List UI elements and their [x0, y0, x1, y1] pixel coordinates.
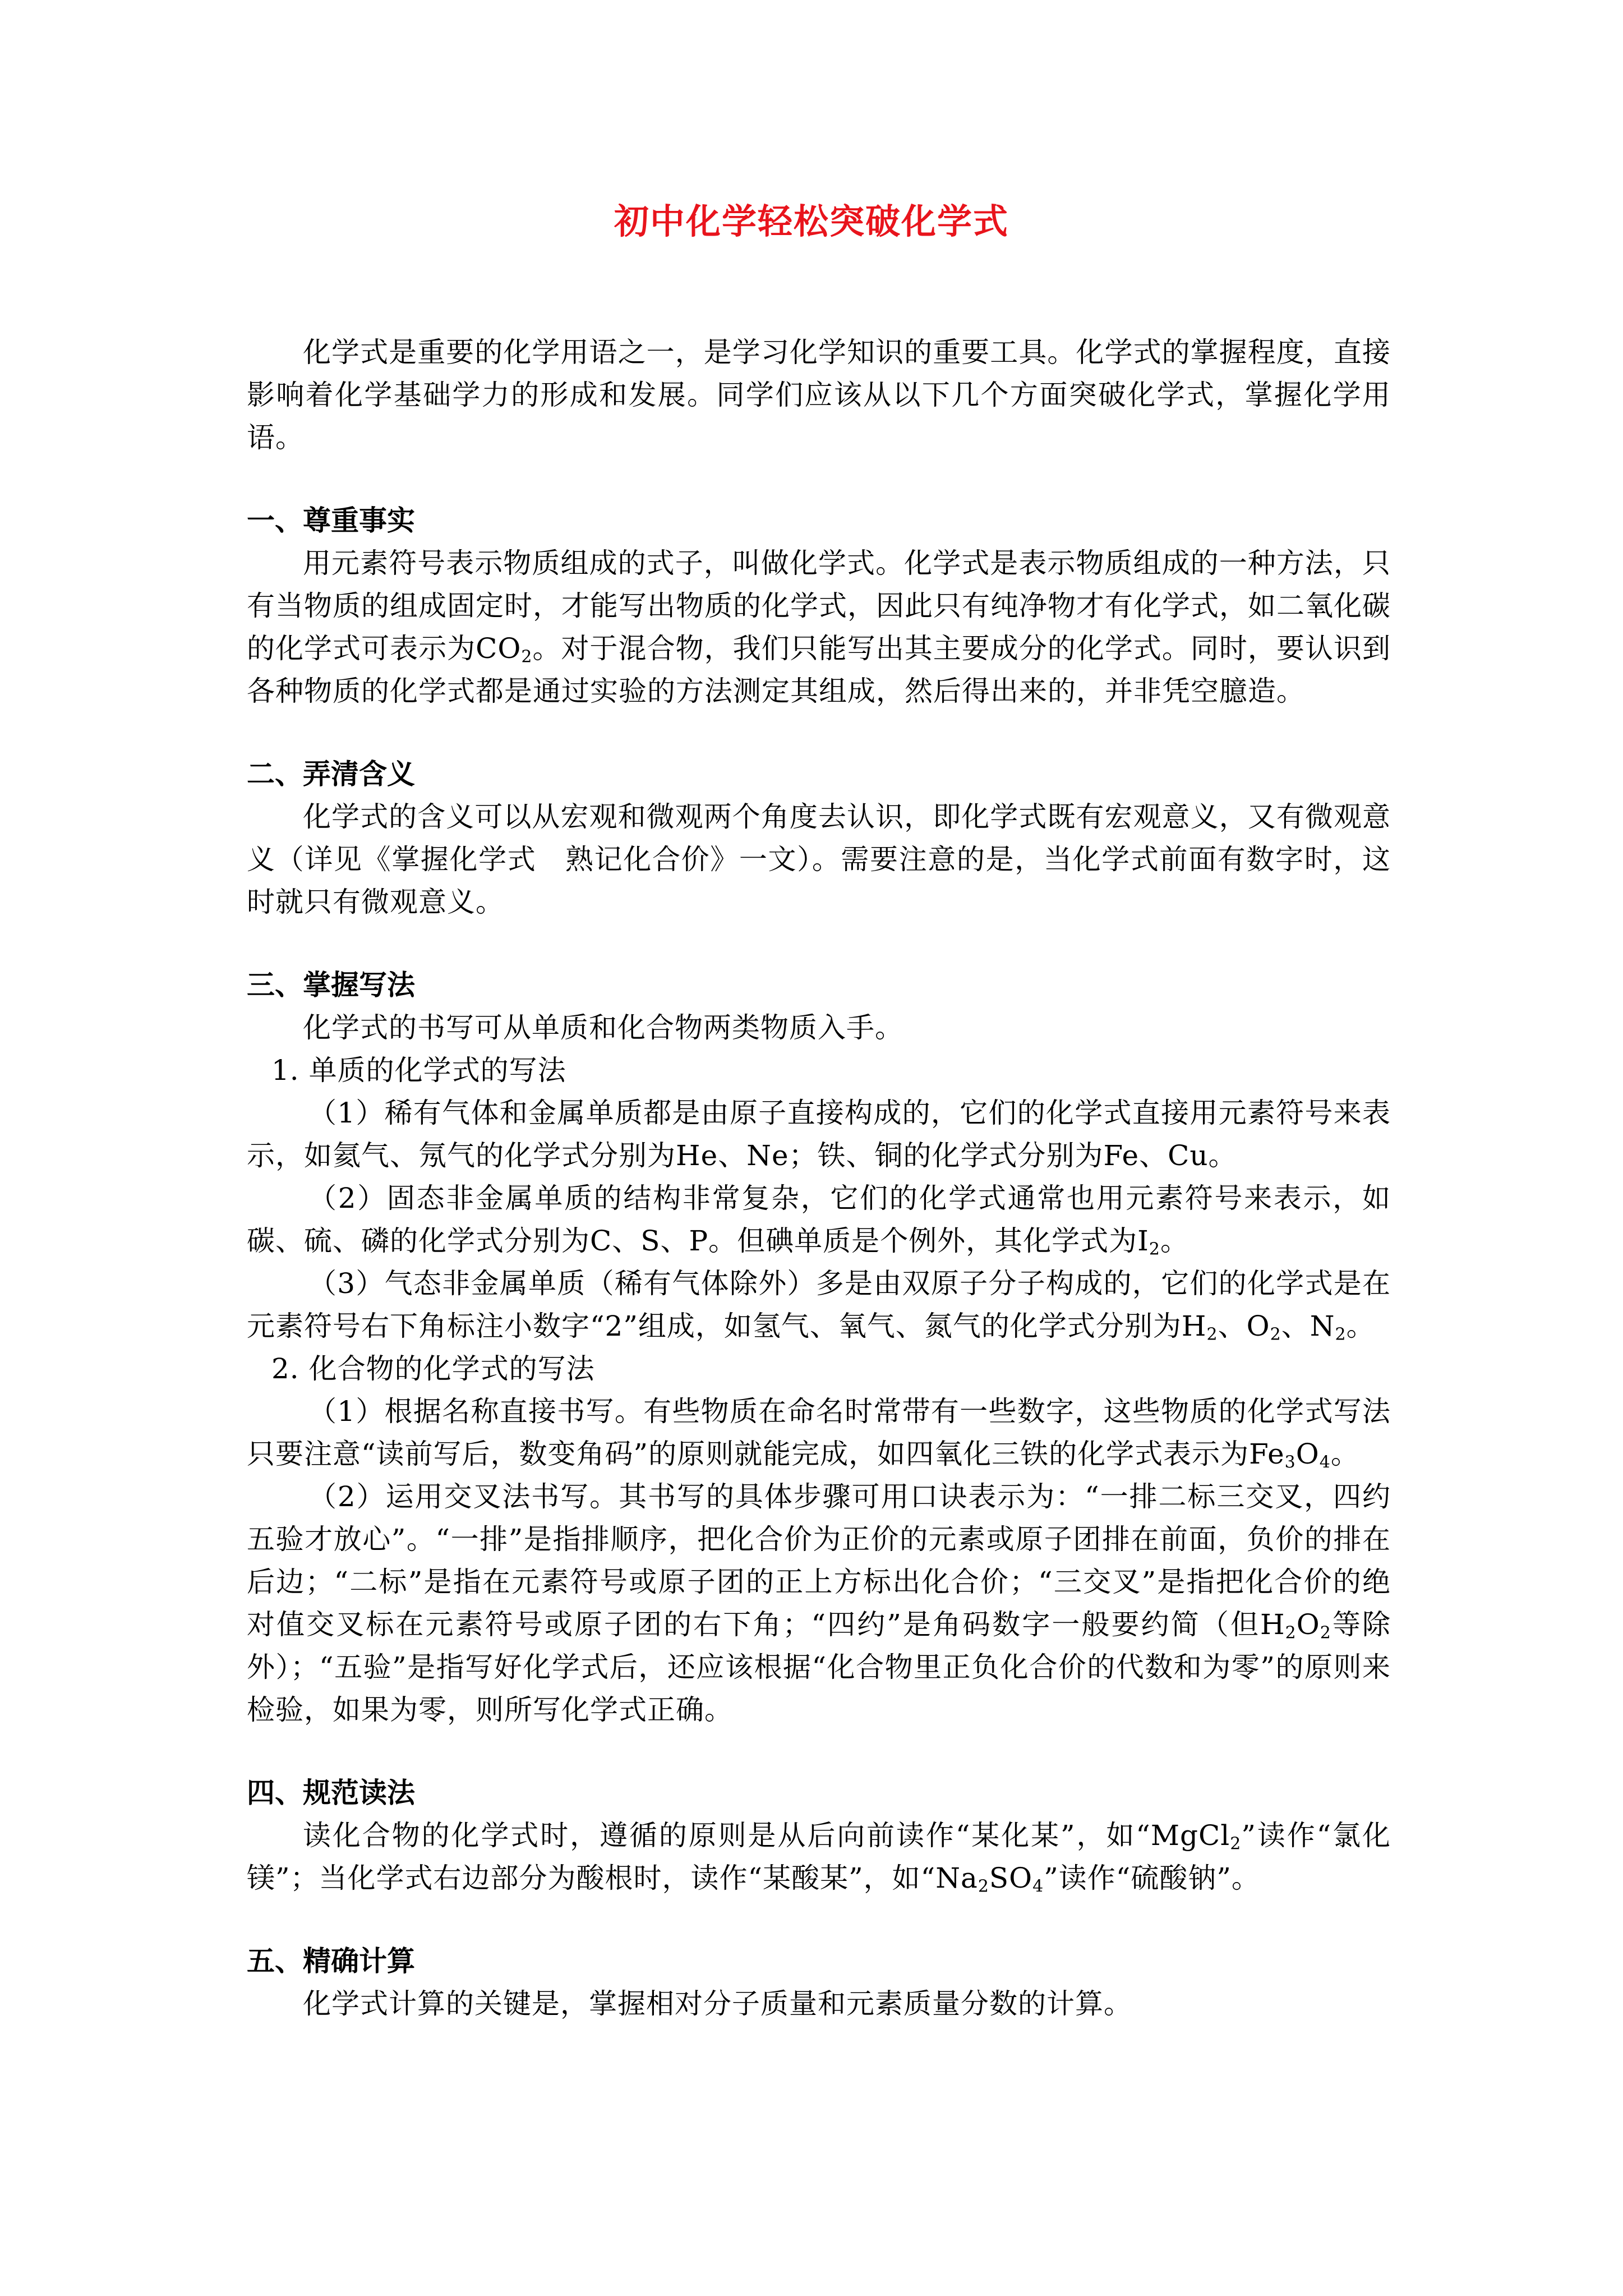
section-3-subheading-2: 2. 化合物的化学式的写法 — [271, 1352, 595, 1385]
section-4-paragraph: 读化合物的化学式时，遵循的原则是从后向前读作“某化某”，如“MgCl$_2$”读作“氯化镁”；当化学式右边部分为酸根时，读作“某酸某”，如“$Na_2SO_4$”读作“硫酸钠”。 — [247, 1819, 1391, 1897]
intro-paragraph: 化学式是重要的化学用语之一，是学习化学知识的重要工具。化学式的掌握程度，直接影响着化学基础学力的形成和发展。同学们应该从以下几个方面突破化学式，掌握化学用语。 — [247, 336, 1391, 454]
document-title: 初中化学轻松突破化学式 — [614, 201, 1009, 242]
section-1-paragraph: 用元素符号表示物质组成的式子，叫做化学式。化学式是表示物质组成的一种方法，只有当物质的组成固定时，才能写出物质的化学式，因此只有纯净物才有化学式，如二氧化碳的化学式可表示为$CO_2$。对于混合物，我们只能写出其主要成分的化学式。同时，要认识到各种物质的化学式都是通过实验的方法测定其组成，然后得出来的，并非凭空臆造。 — [247, 547, 1391, 707]
section-5-heading: 五、精确计算 — [247, 1945, 415, 1977]
section-1-heading: 一、尊重事实 — [247, 504, 415, 537]
document-body — [247, 331, 1391, 2025]
section-2-paragraph: 化学式的含义可以从宏观和微观两个角度去认识，即化学式既有宏观意义，又有微观意义（详见《掌握化学式 熟记化合价》一文）。需要注意的是，当化学式前面有数字时，这时就只有微观意义。 — [247, 800, 1391, 918]
section-3-sub1-item-1: （1）稀有气体和金属单质都是由原子直接构成的，它们的化学式直接用元素符号来表示，如氦气、氖气的化学式分别为He、Ne；铁、铜的化学式分别为Fe、Cu。 — [247, 1097, 1391, 1172]
section-3-heading: 三、掌握写法 — [247, 969, 415, 1001]
section-3-sub2-item-2: （2）运用交叉法书写。其书写的具体步骤可用口诀表示为：“一排二标三交叉，四约五验才放心”。“一排”是指排顺序，把化合价为正价的元素或原子团排在前面，负价的排在后边；“二标”是指在元素符号或原子团的正上方标出化合价；“三交叉”是指把化合价的绝对值交叉标在元素符号或原子团的右下角；“四约”是角码数字一般要约简（但$H_2O_2$等除外）；“五验”是指写好化学式后，还应该根据“化合物里正负化合价的代数和为零”的原则来检验，如果为零，则所写化学式正确。 — [247, 1480, 1391, 1726]
section-3-subheading-1: 1. 单质的化学式的写法 — [271, 1054, 566, 1087]
section-3-intro: 化学式的书写可从单质和化合物两类物质入手。 — [303, 1011, 903, 1044]
section-3-sub2-item-1: （1）根据名称直接书写。有些物质在命名时常带有一些数字，这些物质的化学式写法只要注意“读前写后，数变角码”的原则就能完成，如四氧化三铁的化学式表示为$Fe_3O_4$。 — [247, 1395, 1391, 1473]
section-5-paragraph: 化学式计算的关键是，掌握相对分子质量和元素质量分数的计算。 — [303, 1987, 1132, 2020]
section-3-sub1-item-3: （3）气态非金属单质（稀有气体除外）多是由双原子分子构成的，它们的化学式是在元素符号右下角标注小数字“2”组成，如氢气、氧气、氮气的化学式分别为$H_2$、$O_2$、$N_2$。 — [247, 1267, 1391, 1345]
section-4-heading: 四、规范读法 — [247, 1777, 415, 1809]
section-3-sub1-item-2: （2）固态非金属单质的结构非常复杂，它们的化学式通常也用元素符号来表示，如碳、硫、磷的化学式分别为C、S、P。但碘单质是个例外，其化学式为$I_2$。 — [247, 1182, 1391, 1259]
section-2-heading: 二、弄清含义 — [247, 758, 415, 790]
